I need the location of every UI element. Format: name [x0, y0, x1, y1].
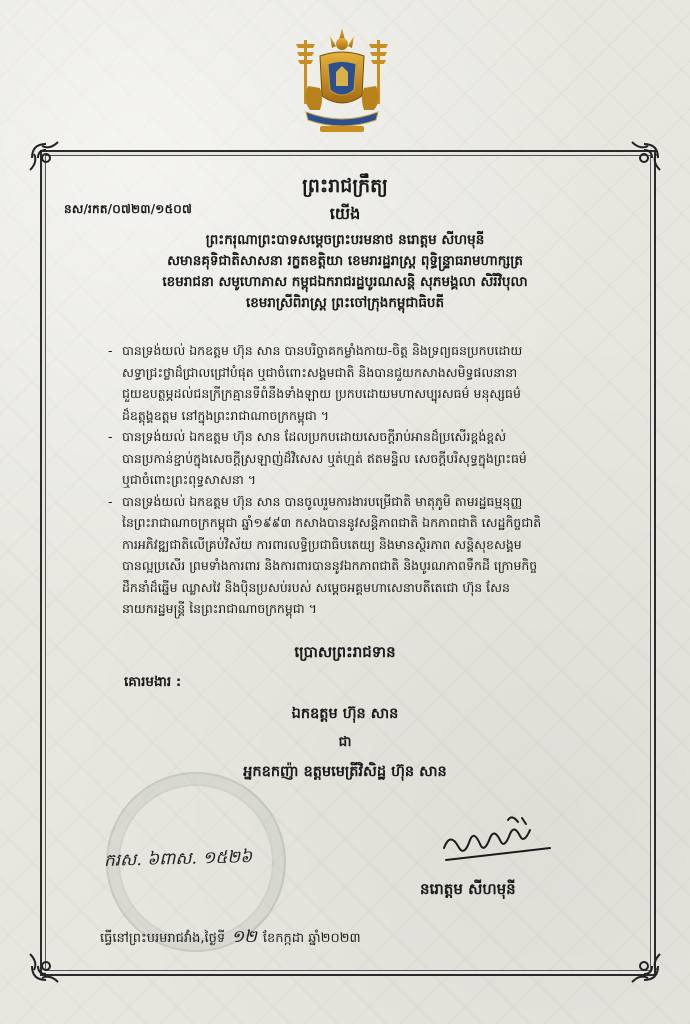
king-title-line: សមានគុទិជាតិសាសនា រក្ខតខត្តិយា ខេមរារដ្ឋរាស្ត្រ ពុទ្ធិន្ទ្រាធរាមហាក្សត្រ	[167, 253, 523, 269]
item-line: បានប្រកាន់ខ្ជាប់ក្នុងសេចក្តីស្រឡាញ់ដ៏វិសេស ឬត់ហ្មត់ ឥតមន្ទិល សេចក្តីបរិសុទ្ធក្នុងព្រះធម៌	[122, 450, 527, 466]
consideration-item	[108, 491, 636, 620]
royal-signature-icon	[438, 810, 558, 870]
corner-ornament-icon	[28, 948, 64, 984]
honoree-name: ឯកឧត្តម ហ៊ុន សាន	[291, 706, 399, 722]
bullet-dash: -	[108, 493, 113, 509]
consideration-item	[108, 426, 636, 491]
item-line: នៃព្រះរាជាណាចក្រកម្ពុជា ឆ្នាំ១៩៩៣ កសាងបាននូវសន្តិភាពជាតិ ឯកភាពជាតិ សេដ្ឋកិច្ចជាតិ	[122, 515, 542, 530]
corner-ornament-icon	[28, 140, 64, 176]
day-handwritten: ១២	[231, 927, 257, 947]
king-titles	[60, 230, 630, 314]
reference-number: នស/រកត/០៧២៣/១៥០៧	[64, 202, 193, 216]
honor-title-label: គោរមងារ :	[124, 674, 182, 690]
month-year: ខែកក្កដា ឆ្នាំ២០២៣	[262, 931, 361, 946]
king-title-line: ខេមរាជនា សមូហោភាស កម្ពុជឯករាជរដ្ឋបូរណសន្តិ សុភមង្គលា សិរីវិបុលា	[162, 274, 528, 290]
corner-ornament-icon	[626, 140, 662, 176]
corner-ornament-icon	[626, 948, 662, 984]
item-line: ដ៏ឧត្តុង្គឧត្តម នៅក្នុងព្រះរាជាណាចក្រកម្ពុជា ។	[122, 407, 330, 423]
place-prefix: ធ្វើនៅព្រះបរមរាជវាំង,ថ្ងៃទី	[100, 931, 226, 946]
we-heading: យើង	[329, 204, 361, 223]
conferred-rank: អ្នកឧកញ៉ា ឧត្តមមេត្រីវិសិដ្ឋ ហ៊ុន សាន	[243, 764, 447, 780]
item-line: បានទ្រង់យល់ ឯកឧត្តម ហ៊ុន សាន ដែលប្រកបដោយសេចក្តីរាប់អានដ៏ប្រសើរខ្ពង់ខ្ពស់	[122, 429, 507, 444]
bullet-dash: -	[108, 429, 113, 444]
item-line: ជួយឧបត្ថម្ភដល់ជនក្រីក្រគ្មានទីពំនឹងទាំងឡាយ ប្រកបដោយមហាសប្បុរសធម៌ មនុស្សធម៌	[122, 386, 521, 401]
decree-title: ព្រះរាជក្រឹត្យ	[302, 175, 388, 197]
item-line: បានទ្រង់យល់ ឯកឧត្តម ហ៊ុន សាន បានបរិច្ចាគកម្លាំងកាយ-ចិត្ត និងទ្រព្យធនប្រកបដោយ	[122, 343, 523, 358]
as-word: ជា	[338, 734, 352, 750]
handwritten-reference: ករស. ៦ពាស. ១៥២៦	[103, 847, 253, 871]
royal-coat-of-arms-icon	[290, 26, 394, 138]
signer-name: នរោត្តម សីហមុនី	[420, 880, 516, 898]
considerations-list	[108, 340, 636, 620]
consideration-item	[108, 340, 636, 426]
king-title-line: ខេមរាស្រីពិរាស្ត្រ ព្រះចៅក្រុងកម្ពុជាធិបតី	[245, 295, 445, 311]
proclamation-heading: ប្រោសព្រះរាជទាន	[294, 643, 396, 661]
item-line: បានល្អប្រសើរ ព្រមទាំងការពារ និងការពារបាននូវឯកភាពជាតិ និងបូរណភាពទឹកដី ក្រោមកិច្ច	[122, 558, 538, 573]
item-line: នាយករដ្ឋមន្ត្រី នៃព្រះរាជាណាចក្រកម្ពុជា ។	[122, 601, 317, 616]
bullet-dash: -	[108, 343, 113, 358]
item-line: ការអភិវឌ្ឍជាតិលើគ្រប់វិស័យ ការពារលទ្ធិប្រជាធិបតេយ្យ និងមានស្ថិរភាព សន្តិសុខសង្គម	[122, 536, 522, 552]
king-title-line: ព្រះករុណាព្រះបាទសម្តេចព្រះបរមនាថ នរោត្តម សីហមុនី	[205, 232, 485, 248]
item-line: សទ្ធាជ្រះថ្លាដ៏ជ្រាលជ្រៅបំផុត ឬជាចំពោះសង្គមជាតិ និងបានជួយកសាងសមិទ្ធផលនានា	[122, 364, 518, 380]
item-line: ឬជាចំពោះព្រះពុទ្ធសាសនា ។	[122, 472, 257, 487]
item-line: ដឹកនាំដ៏ឆ្នើម ឈ្លាសវៃ និងប៉ិនប្រសប់របស់ សម្តេចអគ្គមហាសេនាបតីតេជោ ហ៊ុន សែន	[122, 579, 510, 595]
item-line: បានទ្រង់យល់ ឯកឧត្តម ហ៊ុន សាន បានចូលរួមការងារបម្រើជាតិ មាតុភូមិ តាមរដ្ឋធម្មនុញ្ញ	[122, 493, 523, 509]
place-and-date	[100, 926, 361, 951]
